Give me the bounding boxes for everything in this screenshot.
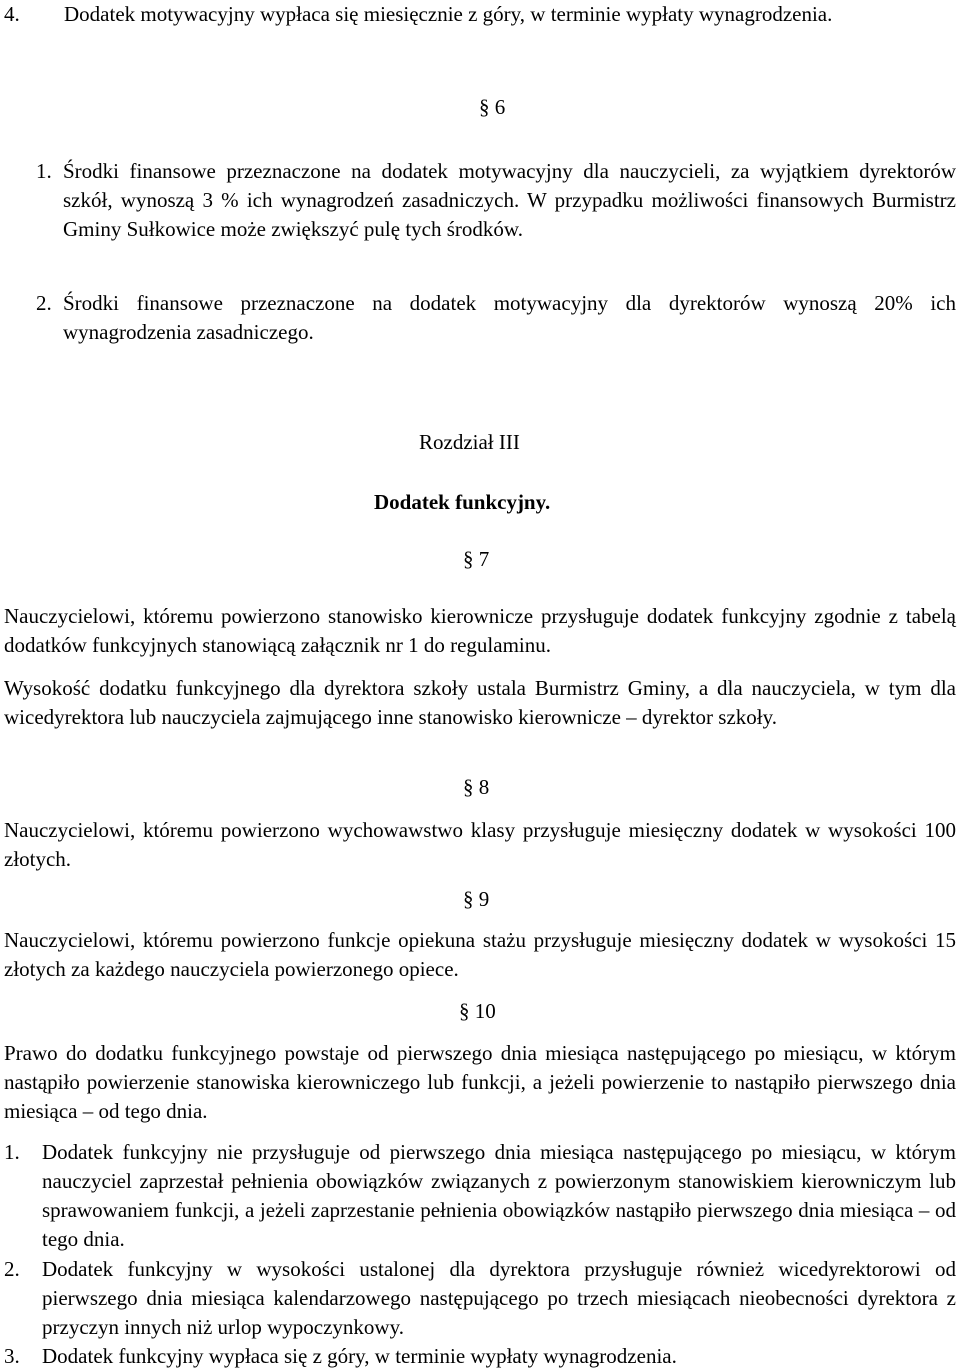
list-text: Środki finansowe przeznaczone na dodatek motywacyjny dla dyrektorów wynoszą 20% ich wynagrodzenia zasadniczego.	[63, 291, 956, 344]
section-heading-6: § 6	[479, 95, 506, 119]
list-number: 4.	[4, 2, 20, 26]
list-item-4	[4, 0, 956, 29]
list-number: 1.	[4, 1140, 20, 1164]
list-item	[4, 1138, 956, 1254]
list-text: Dodatek funkcyjny w wysokości ustalonej dla dyrektora przysługuje również wicedyrektorowi od pierwszego dnia miesiąca kalendarzowego następującego po trzech miesiącach nieobecności dyrektora z przyczyn innych niż urlop wypoczynkowy.	[42, 1257, 956, 1339]
paragraph: Nauczycielowi, któremu powierzono wychowawstwo klasy przysługuje miesięczny dodatek w wysokości 100 złotych.	[4, 818, 956, 871]
list-item	[4, 1255, 956, 1342]
list-number: 1.	[36, 159, 52, 183]
section-heading-10: § 10	[459, 999, 496, 1023]
list-number: 2.	[4, 1257, 20, 1281]
paragraph: Nauczycielowi, któremu powierzono stanowisko kierownicze przysługuje dodatek funkcyjny zgodnie z tabelą dodatków funkcyjnych stanowiącą załącznik nr 1 do regulaminu.	[4, 604, 956, 657]
list-item	[36, 289, 956, 347]
paragraph: Wysokość dodatku funkcyjnego dla dyrektora szkoły ustala Burmistrz Gminy, a dla nauczyciela, w tym dla wicedyrektora lub nauczyciela zajmującego inne stanowisko kierownicze – dyrektor szkoły.	[4, 676, 956, 729]
section-heading-8: § 8	[463, 775, 490, 799]
section-heading-9: § 9	[463, 887, 490, 911]
list-number: 3.	[4, 1344, 20, 1368]
list-number: 2.	[36, 291, 52, 315]
section-heading-7: § 7	[463, 547, 490, 571]
list-text: Dodatek funkcyjny nie przysługuje od pierwszego dnia miesiąca następującego po miesiącu, w którym nauczyciel zaprzestał pełnienia obowiązków związanych z powierzonym stanowiskiem kierowniczym lub sprawowaniem funkcji, a jeżeli zaprzestanie pełnienia obowiązków nastąpiło pierwszego dnia miesiąca – od tego dnia.	[42, 1140, 956, 1251]
paragraph: Nauczycielowi, któremu powierzono funkcje opiekuna stażu przysługuje miesięczny dodatek w wysokości 15 złotych za każdego nauczyciela powierzonego opiece.	[4, 928, 956, 981]
list-item	[4, 1342, 956, 1371]
list-text: Dodatek funkcyjny wypłaca się z góry, w terminie wypłaty wynagrodzenia.	[42, 1344, 677, 1368]
paragraph: Prawo do dodatku funkcyjnego powstaje od pierwszego dnia miesiąca następującego po miesiącu, w którym nastąpiło powierzenie stanowiska kierowniczego lub funkcji, a jeżeli powierzenie to nastąpiło pierwszego dnia miesiąca – od tego dnia.	[4, 1041, 956, 1123]
chapter-label: Rozdział III	[419, 430, 520, 454]
list-item	[36, 157, 956, 244]
chapter-title: Dodatek funkcyjny.	[374, 490, 551, 514]
list-text: Środki finansowe przeznaczone na dodatek motywacyjny dla nauczycieli, za wyjątkiem dyrektorów szkół, wynoszą 3 % ich wynagrodzeń zasadniczych. W przypadku możliwości finansowych Burmistrz Gminy Sułkowice może zwiększyć pulę tych środków.	[63, 159, 956, 241]
list-text: Dodatek motywacyjny wypłaca się miesięcznie z góry, w terminie wypłaty wynagrodzenia.	[64, 2, 833, 26]
